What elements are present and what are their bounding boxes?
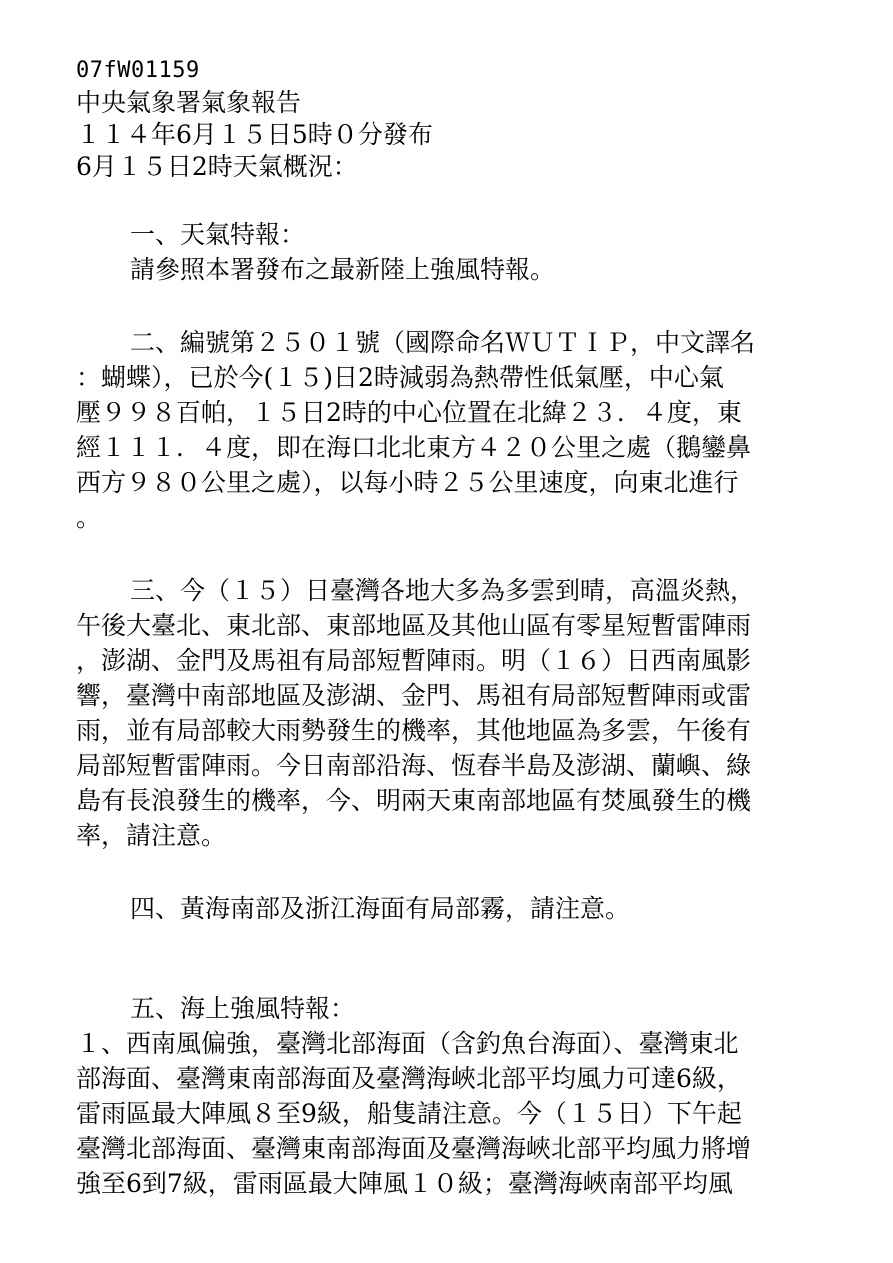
- section-line: 四、黃海南部及浙江海面有局部霧，請注意。: [130, 894, 631, 923]
- section-line: 臺灣北部海面、臺灣東南部海面及臺灣海峽北部平均風力將增: [76, 1134, 752, 1163]
- section-weather-advisory: [76, 217, 806, 287]
- section-line: 島有長浪發生的機率，今、明兩天東南部地區有焚風發生的機: [76, 786, 752, 815]
- section-line: 響，臺灣中南部地區及澎湖、金門、馬祖有局部短暫陣雨或雷: [76, 681, 752, 710]
- section-line: 部海面、臺灣東南部海面及臺灣海峽北部平均風力可達6級，: [76, 1064, 742, 1093]
- section-heading: 一、天氣特報：: [130, 220, 306, 249]
- section-typhoon-status: [76, 325, 806, 535]
- overview-heading: 6月１５日2時天氣概況：: [76, 152, 358, 181]
- section-line: 雨，並有局部較大雨勢發生的機率，其他地區為多雲，午後有: [76, 716, 752, 745]
- section-line: 壓９９８百帕，１５日2時的中心位置在北緯２３．４度，東: [76, 398, 742, 427]
- section-fog-notice: [76, 891, 806, 926]
- section-line: 三、今（１５）日臺灣各地大多為多雲到晴，高溫炎熱，: [130, 576, 756, 605]
- section-line: １、西南風偏強，臺灣北部海面（含釣魚台海面）、臺灣東北: [76, 1029, 739, 1058]
- section-line: 雷雨區最大陣風８至9級，船隻請注意。今（１５日）下午起: [76, 1099, 742, 1128]
- section-line: 局部短暫雷陣雨。今日南部沿海、恆春半島及澎湖、蘭嶼、綠: [76, 751, 752, 780]
- document-id: 07fW01159: [76, 58, 200, 83]
- issue-time: １１４年6月１５日5時０分發布: [76, 120, 433, 149]
- section-line: 西方９８０公里之處），以每小時２５公里速度，向東北進行: [76, 468, 739, 497]
- section-line: 請參照本署發布之最新陸上強風特報。: [130, 255, 556, 284]
- section-weather-forecast: [76, 573, 806, 853]
- section-line: 。: [76, 503, 102, 532]
- section-line: 經１１１．４度，即在海口北北東方４２０公里之處（鵝鑾鼻: [76, 433, 752, 462]
- section-line: 午後大臺北、東北部、東部地區及其他山區有零星短暫雷陣雨: [76, 611, 752, 640]
- agency-title: 中央氣象署氣象報告: [76, 88, 302, 117]
- section-line: ，澎湖、金門及馬祖有局部短暫陣雨。明（１６）日西南風影: [76, 646, 752, 675]
- section-line: ：蝴蝶），已於今(１５)日2時減弱為熱帶性低氣壓，中心氣: [76, 363, 724, 392]
- section-heading: 五、海上強風特報：: [130, 994, 356, 1023]
- weather-report-document: [76, 55, 806, 1201]
- section-line: 二、編號第２５０１號（國際命名ＷＵＴＩＰ，中文譯名: [130, 328, 756, 357]
- section-marine-wind-advisory: [76, 991, 806, 1201]
- section-line: 強至6到7級，雷雨區最大陣風１０級；臺灣海峽南部平均風: [76, 1169, 733, 1198]
- section-line: 率，請注意。: [76, 821, 227, 850]
